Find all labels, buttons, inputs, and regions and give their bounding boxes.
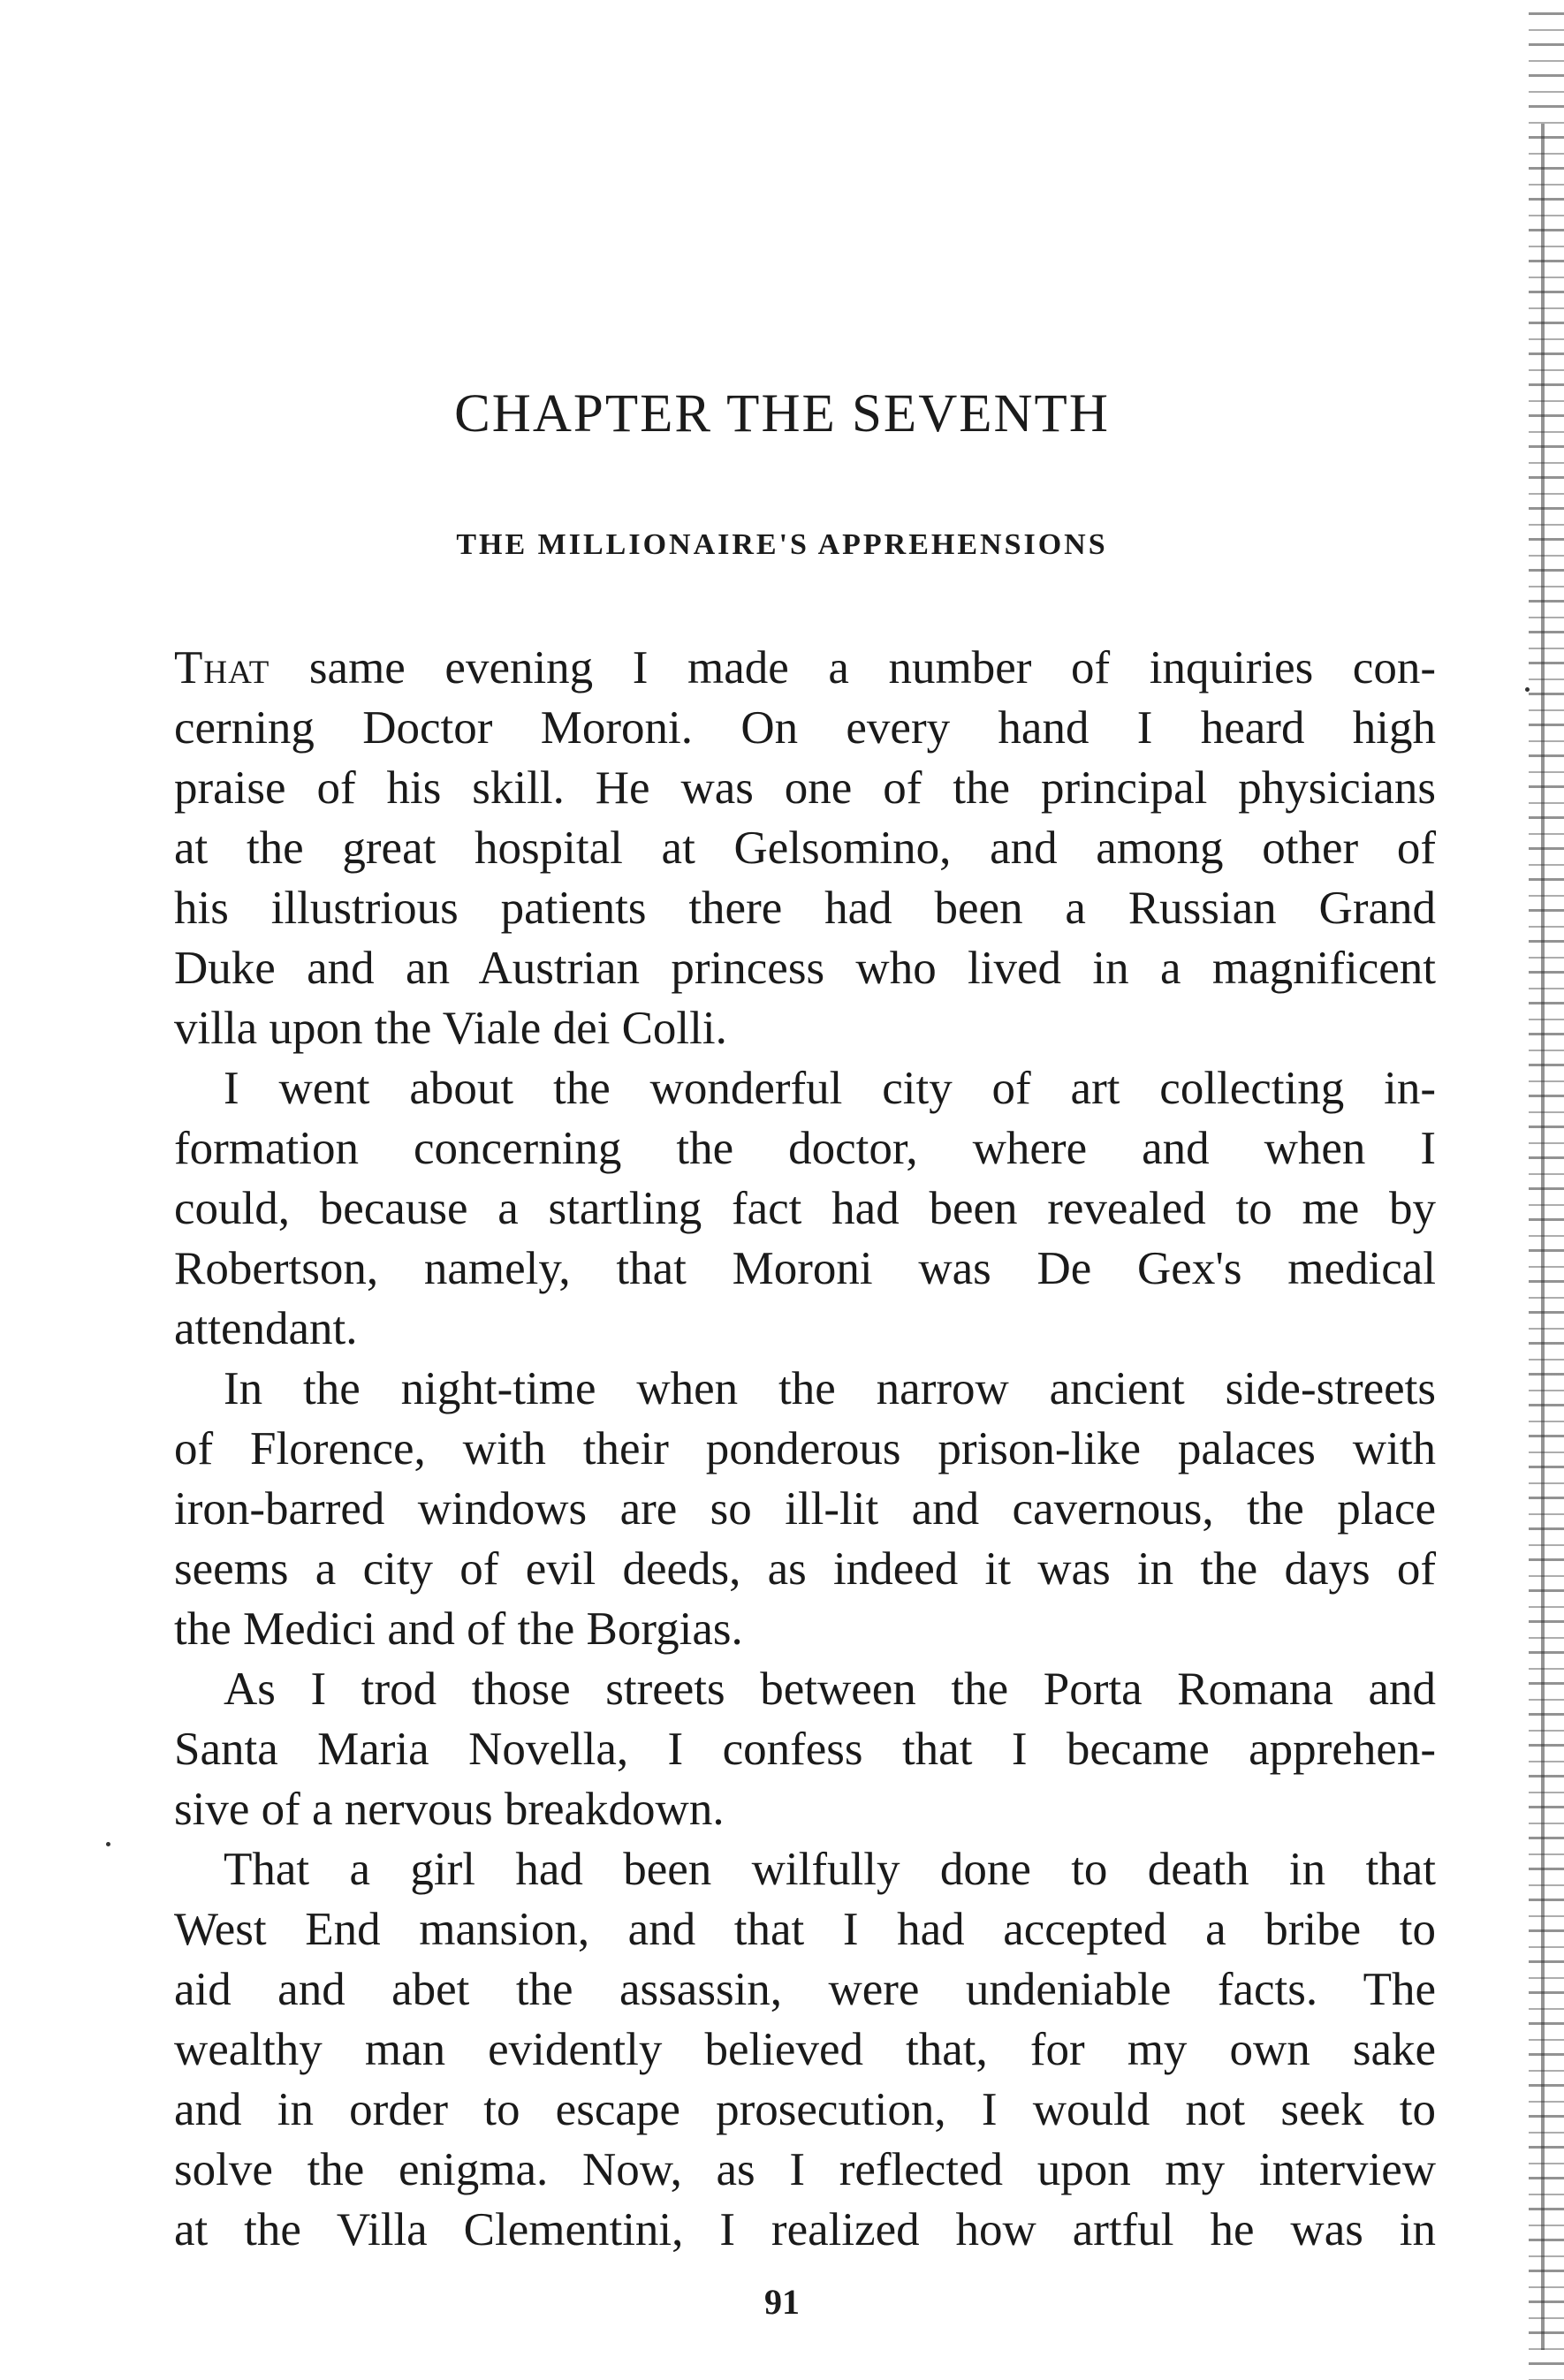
- text-line: of Florence, with their ponderous prison-like palaces with: [174, 1423, 1436, 1474]
- text-line: solve the enigma. Now, as I reflected upon my interview: [174, 2144, 1436, 2195]
- text-line: seems a city of evil deeds, as indeed it was in the days of: [174, 1543, 1436, 1595]
- text-line: could, because a startling fact had been revealed to me by: [174, 1183, 1436, 1234]
- text-line: formation concerning the doctor, where and when I: [174, 1123, 1436, 1174]
- text-line: I went about the wonderful city of art collecting in-: [224, 1063, 1436, 1114]
- text-line: In the night-time when the narrow ancient side-streets: [224, 1363, 1436, 1414]
- text-line: praise of his skill. He was one of the principal physicians: [174, 762, 1436, 814]
- text-line: iron-barred windows are so ill-lit and cavernous, the place: [174, 1483, 1436, 1535]
- text-line: West End mansion, and that I had accepted a bribe to: [174, 1904, 1436, 1955]
- text-line: Santa Maria Novella, I confess that I became apprehen-: [174, 1724, 1436, 1775]
- page-number: 91: [764, 2282, 800, 2322]
- text-line: attendant.: [174, 1303, 358, 1354]
- text-line: Duke and an Austrian princess who lived in a magnificent: [174, 943, 1436, 994]
- page-edge-line: [1541, 124, 1545, 2350]
- text-line: and in order to escape prosecution, I would not seek to: [174, 2084, 1436, 2135]
- text-line: the Medici and of the Borgias.: [174, 1603, 743, 1655]
- scan-speck: [106, 1842, 110, 1846]
- text-line: at the great hospital at Gelsomino, and among other of: [174, 822, 1436, 874]
- text-line: cerning Doctor Moroni. On every hand I heard high: [174, 702, 1436, 754]
- text-line: Robertson, namely, that Moroni was De Gex's medical: [174, 1243, 1436, 1294]
- text-line: his illustrious patients there had been a Russian Grand: [174, 883, 1436, 934]
- chapter-subtitle: THE MILLIONAIRE'S APPREHENSIONS: [456, 528, 1108, 561]
- text-line: at the Villa Clementini, I realized how artful he was in: [174, 2204, 1436, 2255]
- chapter-title: CHAPTER THE SEVENTH: [454, 384, 1110, 443]
- text-line: aid and abet the assassin, were undeniable facts. The: [174, 1964, 1436, 2015]
- lead-word: That: [174, 642, 270, 694]
- text-line: That same evening I made a number of inquiries con-: [174, 642, 1436, 694]
- scan-speck: [1525, 687, 1530, 692]
- page-edge-shadow: [1529, 0, 1564, 2380]
- text-line: sive of a nervous breakdown.: [174, 1784, 725, 1835]
- text-line: villa upon the Viale dei Colli.: [174, 1003, 727, 1054]
- text-line: That a girl had been wilfully done to death in that: [224, 1844, 1436, 1895]
- text-line: wealthy man evidently believed that, for my own sake: [174, 2024, 1436, 2075]
- text-line: As I trod those streets between the Porta Romana and: [224, 1664, 1436, 1715]
